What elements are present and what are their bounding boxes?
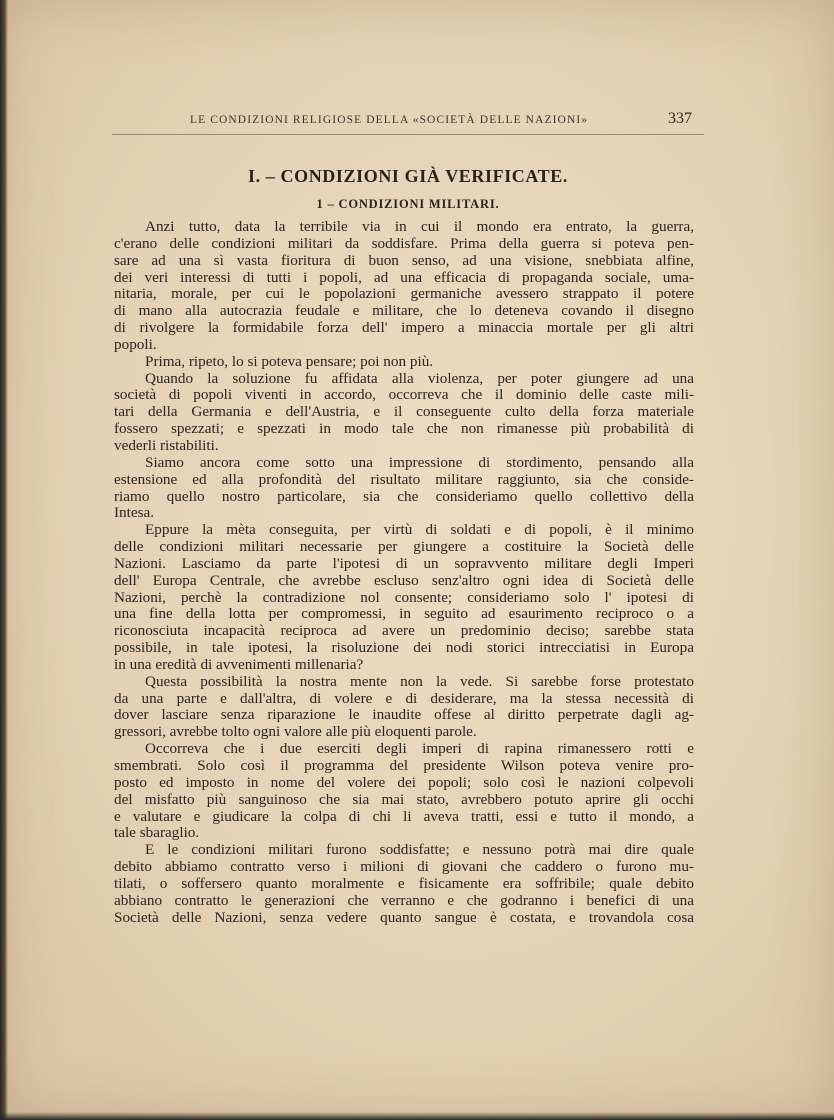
text-line: riconosciuta incapacità reciproca ad avere un predominio deciso; sarebbe stata	[114, 623, 694, 640]
text-line: società di popoli viventi in accordo, occorreva che il dominio delle caste mili-	[114, 387, 694, 404]
text-line: E le condizioni militari furono soddisfatte; e nessuno potrà mai dire quale	[145, 842, 694, 859]
text-line: Occorreva che i due eserciti degli imperi di rapina rimanessero rotti e	[145, 741, 694, 758]
text-line: Quando la soluzione fu affidata alla violenza, per poter giungere ad una	[145, 370, 694, 387]
text-line: tale sbaraglio.	[114, 825, 200, 842]
body-text	[114, 219, 694, 926]
text-line: dover lasciare senza riparazione le inaudite offese al diritto perpetrate dagli ag-	[114, 707, 694, 724]
section-title: I. – CONDIZIONI GIÀ VERIFICATE.	[248, 166, 568, 186]
text-line: Società delle Nazioni, senza vedere quanto sangue è costata, e trovandola cosa	[114, 909, 694, 926]
text-line: gressori, avrebbe tolto ogni valore alle più eloquenti parole.	[114, 724, 477, 741]
text-line: estensione ed alla profondità del risultato militare raggiunto, sia che conside-	[114, 471, 694, 488]
subsection-title: 1 – CONDIZIONI MILITARI.	[316, 197, 500, 211]
page-left-edge	[0, 0, 8, 1120]
text-line: Intesa.	[114, 505, 155, 522]
text-line: Nazioni. Lasciamo da parte l'ipotesi di un sopravvento militare degli Imperi	[114, 555, 694, 572]
text-line: Anzi tutto, data la terribile via in cui il mondo era entrato, la guerra,	[145, 219, 694, 235]
text-line: dei veri interessi di tutti i popoli, ad una efficacia di propaganda sociale, uma-	[114, 269, 694, 286]
text-line: Eppure la mèta conseguita, per virtù di soldati e di popoli, è il minimo	[145, 522, 694, 539]
text-line: debito abbiamo contratto verso i milioni di giovani che caddero o furono mu-	[114, 859, 694, 876]
text-line: vederli ristabiliti.	[114, 437, 219, 454]
text-line: tilati, o soffersero quanto moralmente e fisicamente era soffribile; quale debito	[114, 875, 694, 892]
text-line: una fine della lotta per compromessi, in seguito ad esaurimento reciproco o a	[114, 606, 694, 623]
text-line: nitaria, morale, per cui le popolazioni germaniche avessero strappato il potere	[114, 286, 694, 303]
text-line: dell' Europa Centrale, che avrebbe escluso senz'altro ogni idea di Società delle	[114, 572, 694, 589]
text-line: abbiano contratto le generazioni che verranno e che godranno i benefici di una	[114, 892, 694, 909]
text-line: c'erano delle condizioni militari da soddisfare. Prima della guerra si poteva pen-	[114, 235, 694, 252]
text-line: posto ed imposto in nome del volere dei popoli; solo così le nazioni colpevoli	[114, 774, 694, 791]
text-line: Siamo ancora come sotto una impressione di stordimento, pensando alla	[145, 454, 694, 471]
text-line: delle condizioni militari necessarie per giungere a costituire la Società delle	[114, 539, 694, 556]
running-head: LE CONDIZIONI RELIGIOSE DELLA «SOCIETÀ DELLE NAZIONI»	[190, 114, 589, 126]
text-line: Nazioni, perchè la contradizione nol consente; consideriamo solo l' ipotesi di	[114, 589, 694, 606]
text-line: del misfatto più sanguinoso che sia mai stato, avrebbero potuto aprire gli occhi	[114, 791, 694, 808]
text-line: e valutare e giudicare la colpa di chi li aveva tratti, essi e tutto il mondo, a	[114, 808, 694, 825]
header-rule	[112, 134, 704, 135]
text-line: di mano alla autocrazia feudale e militare, che lo deteneva covando il disegno	[114, 303, 694, 320]
text-line: possibile, in tale ipotesi, la risoluzione dei nodi storici intrecciatisi in Europa	[114, 640, 694, 657]
text-line: in una eredità di avvenimenti millenaria?	[114, 656, 364, 673]
text-line: tari della Germania e dell'Austria, e il conseguente culto della forza materiale	[114, 404, 694, 421]
text-line: riamo quello nostro particolare, sia che consideriamo quello collettivo della	[114, 488, 694, 505]
text-line: di rivolgere la formidabile forza dell' impero a minaccia mortale per gli altri	[114, 320, 694, 337]
page-bottom-edge	[0, 1112, 834, 1120]
text-line: sare ad una sì vasta fioritura di buon senso, ad una visione, snebbiata alfine,	[114, 252, 694, 269]
text-line: smembrati. Solo così il programma del presidente Wilson poteva venire pro-	[114, 758, 694, 774]
text-line: da una parte e dall'altra, di volere e di desiderare, ma la stessa necessità di	[114, 690, 694, 707]
text-line: fossero spezzati; e spezzati in modo tale che non rimanesse più probabilità di	[114, 421, 694, 438]
text-line: Prima, ripeto, lo si poteva pensare; poi non più.	[145, 353, 434, 370]
text-line: Questa possibilità la nostra mente non la vede. Si sarebbe forse protestato	[145, 673, 694, 690]
text-line: popoli.	[114, 336, 157, 353]
page-number: 337	[668, 110, 692, 127]
